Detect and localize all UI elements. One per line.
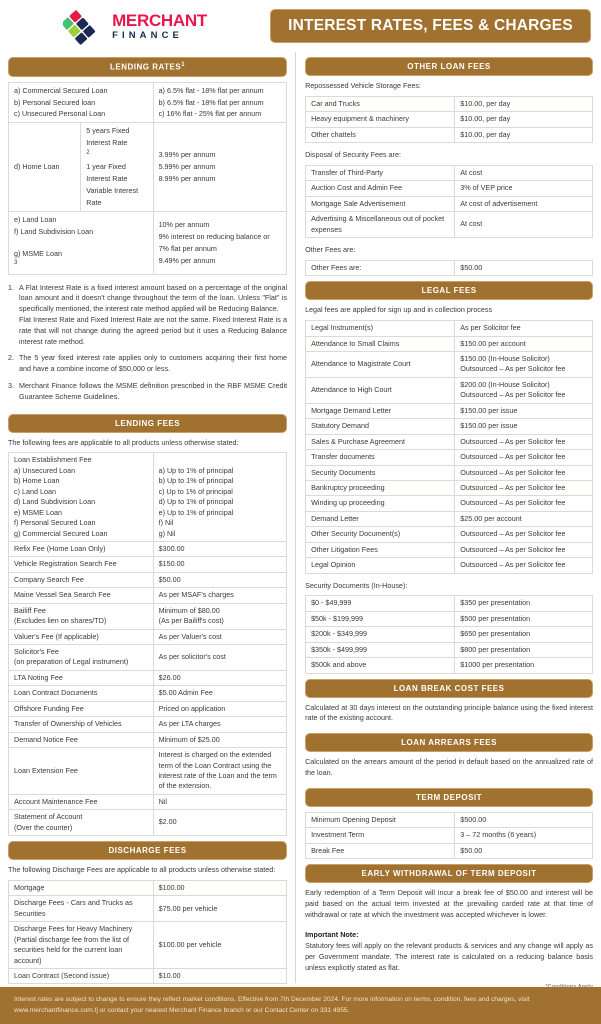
lending-rates-footnotes bbox=[8, 283, 287, 409]
company-logo bbox=[0, 7, 270, 45]
fee-name: Transfer of Ownership of Vehicles bbox=[9, 717, 154, 732]
fee-name: Solicitor's Fee (on preparation of Legal instrument) bbox=[9, 645, 154, 671]
lending-fees-intro: The following fees are applicable to all products unless otherwise stated: bbox=[8, 437, 239, 447]
fee-value: $150.00 per issue bbox=[455, 419, 593, 434]
discharge-fees-intro: The following Discharge Fees are applicable to all products unless otherwise stated: bbox=[8, 865, 276, 875]
section-bar-discharge-fees: DISCHARGE FEES bbox=[8, 841, 287, 860]
storage-fees-table bbox=[305, 96, 593, 143]
footnote-text: The 5 year fixed interest rate applies only to customers acquiring their first home and have a combine income of $50,000 or less. bbox=[19, 353, 288, 374]
loan-rate: 3.99% per annum bbox=[158, 150, 216, 160]
table-row bbox=[9, 701, 287, 716]
fee-name: Minimum Opening Deposit bbox=[306, 812, 455, 827]
right-column bbox=[305, 52, 593, 983]
footnote-number bbox=[8, 315, 19, 347]
table-row bbox=[9, 794, 287, 809]
footnote-marker-3: 3 bbox=[14, 260, 18, 267]
table-row bbox=[9, 572, 287, 587]
fee-value: g) Nil bbox=[158, 528, 176, 538]
table-row bbox=[306, 352, 593, 378]
fee-value: $1000 per presentation bbox=[455, 658, 593, 673]
table-row bbox=[306, 812, 593, 827]
fee-value: e) Up to 1% of principal bbox=[158, 507, 234, 517]
fee-value: $10.00, per day bbox=[455, 127, 593, 142]
fee-value: $100.00 per vehicle bbox=[153, 922, 286, 969]
fee-name: Car and Trucks bbox=[306, 96, 455, 111]
table-row bbox=[306, 596, 593, 611]
legal-fees-intro: Legal fees are applied for sign up and in collection process bbox=[305, 305, 493, 315]
fee-value: $150.00 (In-House Solicitor) Outsourced – As per Solicitor fee bbox=[455, 352, 593, 378]
footnote-text: Flat Interest Rate and Fixed Interest Rate are not the same. Fixed Interest Rate is a rate that will not change during the agreed period but it uses a Reducing Balance interest rate method. bbox=[19, 315, 288, 346]
table-row bbox=[9, 123, 287, 212]
important-note-label: Important Note: bbox=[305, 930, 359, 940]
table-row bbox=[306, 542, 593, 557]
home-loan-terms bbox=[81, 123, 153, 212]
table-row bbox=[306, 511, 593, 526]
fee-name: g) Commercial Secured Loan bbox=[14, 528, 108, 538]
footnote-item bbox=[8, 353, 287, 375]
loan-rate: b) 6.5% flat - 18% flat per annum bbox=[158, 97, 264, 107]
fee-name: Statement of Account (Over the counter) bbox=[9, 810, 154, 836]
table-row bbox=[306, 465, 593, 480]
fee-value: Minimum of $25.00 bbox=[153, 732, 286, 747]
logo-wordmark-merchant: MERCHANT bbox=[112, 10, 207, 30]
page-footer: Interest rates are subject to change to ensure they reflect market conditions. Effective from 7th December 2024. For more information on terms, condition, fees and charges, visit www.merchantfinance.com.fj or contact your nearest Merchant Finance branch or our Contact Center on 331 4955. bbox=[0, 987, 601, 1024]
fee-name: Offshore Funding Fee bbox=[9, 701, 154, 716]
fee-name: Other Litigation Fees bbox=[306, 542, 455, 557]
loan-arrears-text: Calculated on the arrears amount of the period in default based on the annualized rate of the loan. bbox=[305, 757, 593, 777]
fee-value: f) Nil bbox=[158, 518, 174, 528]
table-row bbox=[9, 670, 287, 685]
fee-name: $500k and above bbox=[306, 658, 455, 673]
fee-value: Outsourced – As per Solicitor fee bbox=[455, 480, 593, 495]
fee-name: Company Search Fee bbox=[9, 572, 154, 587]
table-row bbox=[9, 969, 287, 984]
table-row bbox=[9, 645, 287, 671]
fee-value: a) Up to 1% of principal bbox=[158, 465, 234, 475]
home-loan-term: 5 years Fixed Interest Rate $^2$ bbox=[86, 126, 130, 157]
loan-name: g) MSME Loan $^3$ bbox=[14, 248, 62, 267]
fee-name: c) Land Loan bbox=[14, 486, 56, 496]
fee-name: e) MSME Loan bbox=[14, 507, 62, 517]
fee-value: 3 – 72 months (6 years) bbox=[455, 828, 593, 843]
fee-name: Account Maintenance Fee bbox=[9, 794, 154, 809]
fee-value: At cost of advertisement bbox=[455, 196, 593, 211]
loan-rate: 10% per annum bbox=[158, 219, 210, 229]
table-row bbox=[306, 627, 593, 642]
table-row bbox=[306, 321, 593, 336]
fee-value: $25.00 per account bbox=[455, 511, 593, 526]
table-row bbox=[306, 212, 593, 238]
fee-name: Other Fees are: bbox=[306, 260, 455, 275]
lending-rates-group-a-values bbox=[153, 82, 287, 123]
footnote-item bbox=[8, 315, 287, 347]
lending-fees-table bbox=[8, 452, 287, 836]
fee-value: $5.00 Admin Fee bbox=[153, 686, 286, 701]
table-row bbox=[306, 558, 593, 573]
fee-value: $2.00 bbox=[153, 810, 286, 836]
loan-name: c) Unsecured Personal Loan bbox=[14, 109, 106, 119]
fee-name: Investment Term bbox=[306, 828, 455, 843]
fee-value: As per solicitor's cost bbox=[153, 645, 286, 671]
fee-value: Outsourced – As per Solicitor fee bbox=[455, 542, 593, 557]
table-row bbox=[306, 181, 593, 196]
table-row bbox=[9, 82, 287, 123]
fee-name: Mortgage bbox=[9, 880, 154, 895]
fee-name: Legal Opinion bbox=[306, 558, 455, 573]
table-row bbox=[9, 557, 287, 572]
table-row bbox=[306, 96, 593, 111]
fee-name: Bankruptcy proceeding bbox=[306, 480, 455, 495]
fee-name: Demand Notice Fee bbox=[9, 732, 154, 747]
fee-value: $26.00 bbox=[153, 670, 286, 685]
section-bar-loan-arrears: LOAN ARREARS FEES bbox=[305, 733, 593, 752]
fee-value: $10.00, per day bbox=[455, 112, 593, 127]
fee-name: Discharge Fees - Cars and Trucks as Securities bbox=[9, 896, 154, 922]
loan-rate: 9% interest on reducing balance or bbox=[158, 231, 270, 241]
table-row bbox=[306, 434, 593, 449]
fee-value: As per LTA charges bbox=[153, 717, 286, 732]
footnote-marker-2: 2 bbox=[86, 150, 90, 157]
fee-value: At cost bbox=[455, 165, 593, 180]
lending-rates-table bbox=[8, 82, 287, 275]
table-row bbox=[9, 686, 287, 701]
fee-value: $50.00 bbox=[153, 572, 286, 587]
fee-value: 3% of VEP price bbox=[455, 181, 593, 196]
table-row bbox=[9, 453, 287, 542]
table-row bbox=[306, 403, 593, 418]
content-columns bbox=[0, 52, 601, 983]
section-bar-loan-break-cost: LOAN BREAK COST FEES bbox=[305, 679, 593, 698]
left-column bbox=[8, 52, 296, 983]
table-row bbox=[306, 260, 593, 275]
fee-name: Bailiff Fee (Excludes lien on shares/TD) bbox=[9, 603, 154, 629]
fee-name: Mortgage Sale Advertisement bbox=[306, 196, 455, 211]
discharge-fees-table bbox=[8, 880, 287, 985]
fee-name: $50k - $199,999 bbox=[306, 611, 455, 626]
term-deposit-table bbox=[305, 812, 593, 859]
footnote-item bbox=[8, 381, 287, 403]
fee-name: Break Fee bbox=[306, 843, 455, 858]
footnote-number: 1. bbox=[8, 282, 14, 292]
footnote-marker-1: 1 bbox=[181, 62, 186, 68]
fee-name: Demand Letter bbox=[306, 511, 455, 526]
fee-value: As per MSAF's charges bbox=[153, 588, 286, 603]
table-row bbox=[306, 658, 593, 673]
fee-name: Legal Instrument(s) bbox=[306, 321, 455, 336]
table-row bbox=[9, 588, 287, 603]
loan-rate: 8.99% per annum bbox=[158, 173, 216, 183]
fee-value: $500.00 bbox=[455, 812, 593, 827]
fee-name: Vehicle Registration Search Fee bbox=[9, 557, 154, 572]
table-row bbox=[306, 642, 593, 657]
disposal-fees-intro: Disposal of Security Fees are: bbox=[305, 150, 401, 160]
section-bar-other-loan-fees: OTHER LOAN FEES bbox=[305, 57, 593, 76]
table-row bbox=[9, 880, 287, 895]
table-row bbox=[306, 336, 593, 351]
table-row bbox=[306, 496, 593, 511]
table-row bbox=[306, 611, 593, 626]
table-row bbox=[9, 748, 287, 795]
fee-name: Heavy equipment & machinery bbox=[306, 112, 455, 127]
footnote-text: A Flat Interest Rate is a fixed interest amount based on a percentage of the original loan amount and it doesn't change throughout the term of the loan. Unless "Flat" is specifically mentioned, the interest rate method applied will be Reducing Balance. bbox=[19, 282, 288, 314]
security-documents-table bbox=[305, 595, 593, 673]
fee-name: Loan Contract Documents bbox=[9, 686, 154, 701]
fee-name: Transfer of Third-Party bbox=[306, 165, 455, 180]
loan-name: a) Commercial Secured Loan bbox=[14, 85, 108, 95]
fee-name: Attendance to Small Claims bbox=[306, 336, 455, 351]
table-row bbox=[9, 717, 287, 732]
section-title-lending-rates: LENDING RATES bbox=[109, 62, 182, 72]
security-documents-intro: Security Documents (In-House): bbox=[305, 580, 408, 590]
establishment-fee-values bbox=[153, 453, 286, 542]
fee-name: $0 - $49,999 bbox=[306, 596, 455, 611]
table-row bbox=[306, 419, 593, 434]
fee-name: Loan Establishment Fee bbox=[14, 455, 92, 465]
table-row bbox=[9, 629, 287, 644]
footnote-number: 2. bbox=[8, 353, 14, 363]
fee-value: $800 per presentation bbox=[455, 642, 593, 657]
disposal-fees-table bbox=[305, 165, 593, 238]
loan-rate: 5.99% per annum bbox=[158, 162, 216, 172]
footnote-item bbox=[8, 283, 287, 315]
section-bar-early-withdrawal: EARLY WITHDRAWAL OF TERM DEPOSIT bbox=[305, 864, 593, 883]
fee-value: Priced on application bbox=[153, 701, 286, 716]
fee-value: $75.00 per vehicle bbox=[153, 896, 286, 922]
fee-value: At cost bbox=[455, 212, 593, 238]
home-loan-term: Variable Interest Rate bbox=[86, 186, 139, 207]
loan-name: f) Land Subdivision Loan bbox=[14, 226, 94, 236]
fee-name: Maine Vessel Sea Search Fee bbox=[9, 588, 154, 603]
home-loan-term: 1 year Fixed Interest Rate bbox=[86, 162, 128, 184]
table-row bbox=[306, 127, 593, 142]
table-row bbox=[9, 211, 287, 274]
fee-value: $350 per presentation bbox=[455, 596, 593, 611]
legal-fees-table bbox=[305, 320, 593, 573]
fee-name: Attendance to High Court bbox=[306, 377, 455, 403]
fee-name: Loan Extension Fee bbox=[9, 748, 154, 795]
footnote-text: Merchant Finance follows the MSME definition prescribed in the RBF MSME Credit Guarantee Scheme Guidelines. bbox=[19, 381, 288, 401]
fee-value: As per Solicitor fee bbox=[455, 321, 593, 336]
fee-value: Outsourced – As per Solicitor fee bbox=[455, 527, 593, 542]
fee-name: Mortgage Demand Letter bbox=[306, 403, 455, 418]
fee-value: Outsourced – As per Solicitor fee bbox=[455, 434, 593, 449]
fee-name: Statutory Demand bbox=[306, 419, 455, 434]
table-row bbox=[306, 112, 593, 127]
fee-name: Loan Contract (Second issue) bbox=[9, 969, 154, 984]
fee-value: $150.00 bbox=[153, 557, 286, 572]
table-row bbox=[9, 922, 287, 969]
home-loan-rates bbox=[153, 123, 287, 212]
fee-value: $10.00, per day bbox=[455, 96, 593, 111]
loan-rate: c) 16% flat - 25% flat per annum bbox=[158, 109, 262, 119]
table-row bbox=[9, 603, 287, 629]
fee-name: LTA Noting Fee bbox=[9, 670, 154, 685]
page-header bbox=[0, 0, 601, 52]
table-row bbox=[306, 828, 593, 843]
fee-value: As per Valuer's cost bbox=[153, 629, 286, 644]
fee-value: $150.00 per issue bbox=[455, 403, 593, 418]
lending-rates-group-b-names bbox=[9, 211, 154, 274]
establishment-fee-names bbox=[9, 453, 154, 542]
table-row bbox=[306, 843, 593, 858]
fee-value: b) Up to 1% of principal bbox=[158, 476, 234, 486]
table-row bbox=[306, 450, 593, 465]
table-row bbox=[9, 732, 287, 747]
footnote-number: 3. bbox=[8, 381, 14, 391]
fee-value: Minimum of $80.00 (As per Bailiff's cost) bbox=[153, 603, 286, 629]
fee-value: $10.00 bbox=[153, 969, 286, 984]
fee-name: Other Security Document(s) bbox=[306, 527, 455, 542]
fee-value: $150.00 per account bbox=[455, 336, 593, 351]
logo-wordmark-finance: FINANCE bbox=[112, 29, 183, 41]
fee-name: Winding up proceeding bbox=[306, 496, 455, 511]
fee-value: Outsourced – As per Solicitor fee bbox=[455, 496, 593, 511]
fee-name: b) Home Loan bbox=[14, 476, 60, 486]
home-loan-label: d) Home Loan bbox=[9, 123, 81, 212]
fee-value: Outsourced – As per Solicitor fee bbox=[455, 450, 593, 465]
lending-rates-group-b-values bbox=[153, 211, 287, 274]
section-bar-lending-fees: LENDING FEES bbox=[8, 414, 287, 433]
fee-value: Outsourced – As per Solicitor fee bbox=[455, 465, 593, 480]
fee-value: $50.00 bbox=[455, 260, 593, 275]
loan-rate: 7% flat per annum bbox=[158, 243, 217, 253]
fee-name: Advertising & Miscellaneous out of pocket expenses bbox=[306, 212, 455, 238]
fee-name: d) Land Subdivision Loan bbox=[14, 497, 96, 507]
fee-name: a) Unsecured Loan bbox=[14, 465, 76, 475]
table-row bbox=[306, 165, 593, 180]
fee-name: Other chattels bbox=[306, 127, 455, 142]
section-bar-term-deposit: TERM DEPOSIT bbox=[305, 788, 593, 807]
table-row bbox=[306, 196, 593, 211]
table-row bbox=[306, 527, 593, 542]
section-bar-legal-fees: LEGAL FEES bbox=[305, 281, 593, 300]
storage-fees-intro: Repossessed Vehicle Storage Fees: bbox=[305, 81, 421, 90]
fee-name: Sales & Purchase Agreement bbox=[306, 434, 455, 449]
fee-name: $350k - $499,999 bbox=[306, 642, 455, 657]
fee-value: $100.00 bbox=[153, 880, 286, 895]
fee-value: $200.00 (In-House Solicitor) Outsourced – As per Solicitor fee bbox=[455, 377, 593, 403]
fee-value: c) Up to 1% of principal bbox=[158, 486, 233, 496]
loan-break-cost-text: Calculated at 30 days interest on the outstanding principle balance using the fixed interest rate of the existing account. bbox=[305, 702, 593, 723]
table-row bbox=[306, 377, 593, 403]
merchant-finance-logo-icon bbox=[63, 7, 105, 45]
fee-value: Outsourced – As per Solicitor fee bbox=[455, 558, 593, 573]
fee-value: $300.00 bbox=[153, 541, 286, 556]
other-fees-intro: Other Fees are: bbox=[305, 245, 356, 255]
loan-name: b) Personal Secured loan bbox=[14, 97, 96, 107]
fee-value: Nil bbox=[153, 794, 286, 809]
fee-value: $50.00 bbox=[455, 843, 593, 858]
fee-name: Valuer's Fee (If applicable) bbox=[9, 629, 154, 644]
section-bar-lending-rates bbox=[8, 57, 287, 77]
loan-rate: 9.49% per annum bbox=[158, 255, 216, 265]
important-note-text: Statutory fees will apply on the relevant products & services and any change will apply as per Government mandate. The interest rate is calculated on a reducing balance basis unless explicitly stated as flat. bbox=[305, 941, 593, 973]
fee-name: Refix Fee (Home Loan Only) bbox=[9, 541, 154, 556]
table-row bbox=[306, 480, 593, 495]
fee-name: Transfer documents bbox=[306, 450, 455, 465]
fee-name: $200k - $349,999 bbox=[306, 627, 455, 642]
table-row bbox=[9, 810, 287, 836]
fee-name: Auction Cost and Admin Fee bbox=[306, 181, 455, 196]
loan-name: e) Land Loan bbox=[14, 214, 57, 224]
fee-name: Discharge Fees for Heavy Machinery (Partial discharge fee from the list of securities held for the current loan account) bbox=[9, 922, 154, 969]
lending-rates-group-a-names bbox=[9, 82, 154, 123]
early-withdrawal-text: Early redemption of a Term Deposit will incur a break fee of $50.00 and interest will be paid based on the actual term invested at the prevailing carded rate at that time of withdrawal or rate at which the investment was accepted whichever is lower. bbox=[305, 888, 593, 919]
fee-name: Attendance to Magistrate Court bbox=[306, 352, 455, 378]
fee-value: $500 per presentation bbox=[455, 611, 593, 626]
fee-name: f) Personal Secured Loan bbox=[14, 518, 96, 528]
other-fees-table bbox=[305, 260, 593, 276]
fee-value: Interest is charged on the extended term of the Loan Contract using the interest rate of the Loan and the term of the extension. bbox=[153, 748, 286, 795]
table-row bbox=[9, 541, 287, 556]
loan-rate: a) 6.5% flat - 18% flat per annum bbox=[158, 85, 264, 95]
page-title: INTEREST RATES, FEES & CHARGES bbox=[270, 9, 591, 43]
table-row bbox=[9, 896, 287, 922]
fee-value: $650 per presentation bbox=[455, 627, 593, 642]
fee-value: d) Up to 1% of principal bbox=[158, 497, 234, 507]
fee-name: Security Documents bbox=[306, 465, 455, 480]
